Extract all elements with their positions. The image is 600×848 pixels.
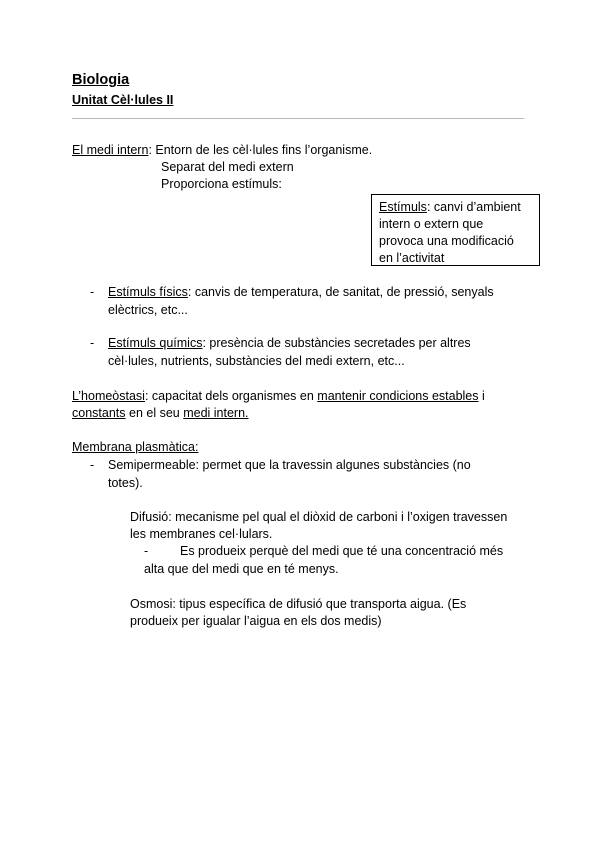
estimuls-box-line4: en l’activitat <box>379 251 445 265</box>
semipermeable-line1: Semipermeable: permet que la travessin algunes substàncies (no <box>108 458 471 472</box>
estimuls-box-line2: intern o extern que <box>379 217 484 231</box>
osmosi-line2: produeix per igualar l’aigua en els dos medis) <box>130 614 382 628</box>
bullet-quimics-line2: cèl·lules, nutrients, substàncies del medi extern, etc... <box>108 354 405 368</box>
difusio-sub-line2: alta que del medi que en té menys. <box>144 562 339 576</box>
estimuls-definition-box <box>371 194 540 266</box>
difusio-line1: Difusió: mecanisme pel qual el diòxid de carboni i l’oxigen travessen <box>130 510 508 524</box>
semipermeable-line2: totes). <box>108 476 143 490</box>
homeostasi-line1 <box>72 388 485 406</box>
homeostasi-term: L’homeòstasi <box>72 389 145 403</box>
homeostasi-underlined2: constants <box>72 406 126 420</box>
fisics-rest: : canvis de temperatura, de sanitat, de pressió, senyals <box>187 285 494 299</box>
bullet-fisics-line2: elèctrics, etc... <box>108 303 188 317</box>
estimuls-box-line3: provoca una modificació <box>379 234 514 248</box>
bullet-fisics-line1 <box>108 284 494 302</box>
medi-intern-def-3: Proporciona estímuls: <box>161 177 282 191</box>
homeostasi-part1: : capacitat dels organismes en <box>144 389 318 403</box>
bullet-dash: - <box>90 336 95 350</box>
membrana-heading: Membrana plasmàtica: <box>72 440 199 454</box>
quimics-rest: : presència de substàncies secretades per altres <box>202 336 471 350</box>
fisics-term: Estímuls físics <box>108 285 188 299</box>
medi-intern-line1 <box>72 142 372 160</box>
bullet-quimics-line1 <box>108 335 471 353</box>
medi-intern-def-2: Separat del medi extern <box>161 160 294 174</box>
homeostasi-line2 <box>72 405 249 423</box>
estimuls-box-rest1: : canvi d’ambient <box>426 200 521 214</box>
osmosi-line1: Osmosi: tipus específica de difusió que transporta aigua. (Es <box>130 597 467 611</box>
medi-intern-colon: : <box>148 143 152 157</box>
difusio-line2: les membranes cel·lulars. <box>130 527 273 541</box>
estimuls-box-term: Estímuls <box>379 200 427 214</box>
medi-intern-def-1: Entorn de les cèl·lules fins l’organisme. <box>151 143 373 157</box>
medi-intern-term: El medi intern <box>72 143 149 157</box>
homeostasi-part2: i <box>478 389 485 403</box>
quimics-term: Estímuls químics <box>108 336 203 350</box>
header-divider <box>72 118 524 119</box>
bullet-dash: - <box>90 285 95 299</box>
estimuls-box-line1 <box>379 199 532 216</box>
page-subtitle: Unitat Cèl·lules II <box>72 93 174 107</box>
homeostasi-underlined1: mantenir condicions estables <box>317 389 479 403</box>
bullet-dash: - <box>90 458 95 472</box>
sub-bullet-dash: - <box>144 544 149 558</box>
page-title: Biologia <box>72 72 130 88</box>
difusio-sub-line1: Es produeix perquè del medi que té una concentració més <box>180 544 504 558</box>
homeostasi-underlined3: medi intern. <box>183 406 249 420</box>
homeostasi-part3: en el seu <box>125 406 184 420</box>
